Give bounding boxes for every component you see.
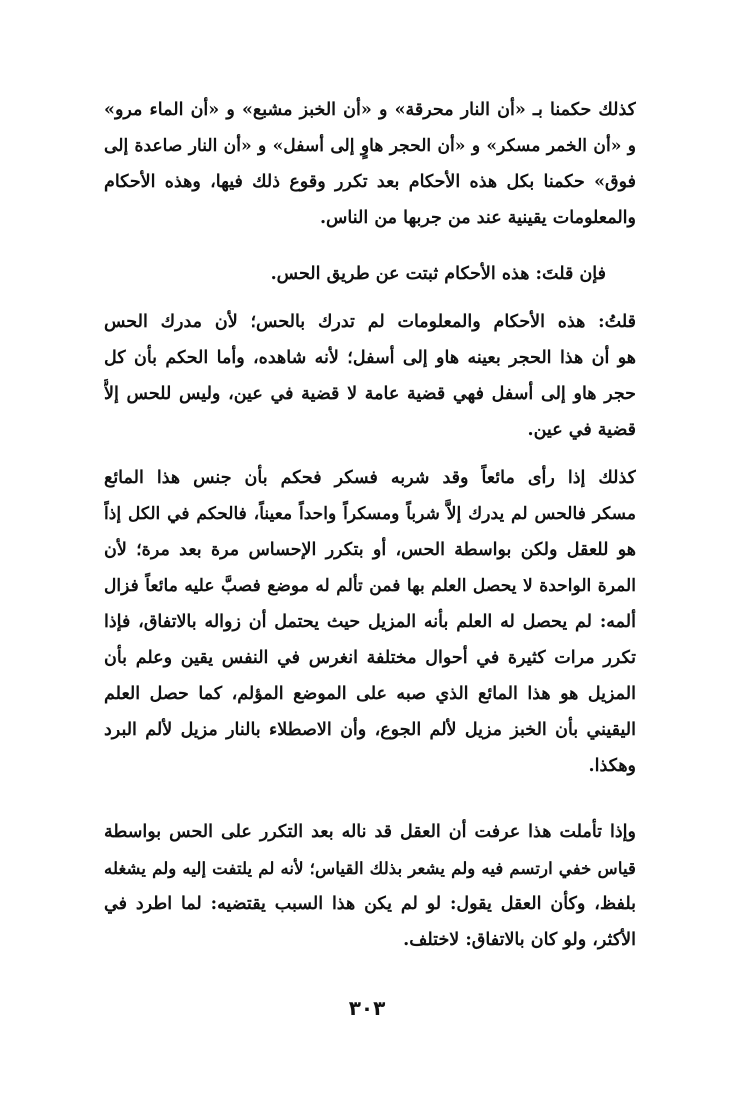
- text-line: مسكر فالحس لم يدرك إلاَّ شرباً ومسكراً واحداً معيناً، فالحكم في الكل إذاً: [104, 504, 636, 524]
- paragraph-3: [104, 304, 636, 448]
- paragraph-4: [104, 460, 636, 784]
- paragraph-5: [104, 814, 636, 958]
- text-line: و «أن الخمر مسكر» و «أن الحجر هاوٍ إلى أسفل» و «أن النار صاعدة إلى: [104, 136, 636, 156]
- text-line: المرة الواحدة لا يحصل العلم بها فمن تألم له موضع فصبَّ عليه مائعاً فزال: [104, 576, 636, 596]
- text-line: بلفظ، وكأن العقل يقول: لو لم يكن هذا السبب يقتضيه: لما اطرد في: [104, 894, 636, 914]
- text-line: هو للعقل ولكن بواسطة الحس، أو بتكرر الإحساس مرة بعد مرة؛ لأن: [104, 540, 636, 560]
- text-line: تكرر مرات كثيرة في أحوال مختلفة انغرس في النفس يقين وعلم بأن: [104, 648, 636, 668]
- text-line: وهكذا.: [588, 756, 636, 776]
- text-line: قضية في عين.: [527, 420, 636, 440]
- text-line: كذلك إذا رأى مائعاً وقد شربه فسكر فحكم بأن جنس هذا المائع: [104, 468, 636, 488]
- paragraph-2: [104, 256, 636, 292]
- text-line: قياس خفي ارتسم فيه ولم يشعر بذلك القياس؛ لأنه لم يلتفت إليه ولم يشغله: [104, 858, 636, 878]
- text-line: اليقيني بأن الخبز مزيل لألم الجوع، وأن الاصطلاء بالنار مزيل لألم البرد: [104, 720, 636, 740]
- text-line: قلتُ: هذه الأحكام والمعلومات لم تدرك بالحس؛ لأن مدرك الحس: [104, 312, 636, 332]
- text-line: والمعلومات يقينية عند من جربها من الناس.: [319, 208, 636, 228]
- text-line: حجر هاو إلى أسفل فهي قضية عامة لا قضية في عين، وليس للحس إلاَّ: [104, 384, 636, 404]
- page-number: ٣٠٣: [348, 996, 386, 1020]
- text-line: فوق» حكمنا بكل هذه الأحكام بعد تكرر وقوع ذلك فيها، وهذه الأحكام: [104, 172, 636, 192]
- paragraph-1: [104, 92, 636, 236]
- text-line: المزيل هو هذا المائع الذي صبه على الموضع المؤلم، كما حصل العلم: [104, 684, 636, 704]
- text-line: كذلك حكمنا بـ «أن النار محرقة» و «أن الخبز مشبع» و «أن الماء مرو»: [104, 100, 636, 120]
- text-line: ألمه: لم يحصل له العلم بأنه المزيل حيث يحتمل أن زواله بالاتفاق، فإذا: [104, 612, 636, 632]
- text-line: فإن قلتَ: هذه الأحكام ثبتت عن طريق الحس.: [270, 264, 606, 284]
- text-line: وإذا تأملت هذا عرفت أن العقل قد ناله بعد التكرر على الحس بواسطة: [104, 822, 636, 842]
- text-line: هو أن هذا الحجر بعينه هاو إلى أسفل؛ لأنه شاهده، وأما الحكم بأن كل: [104, 348, 636, 368]
- text-line: الأكثر، ولو كان بالاتفاق: لاختلف.: [403, 930, 636, 950]
